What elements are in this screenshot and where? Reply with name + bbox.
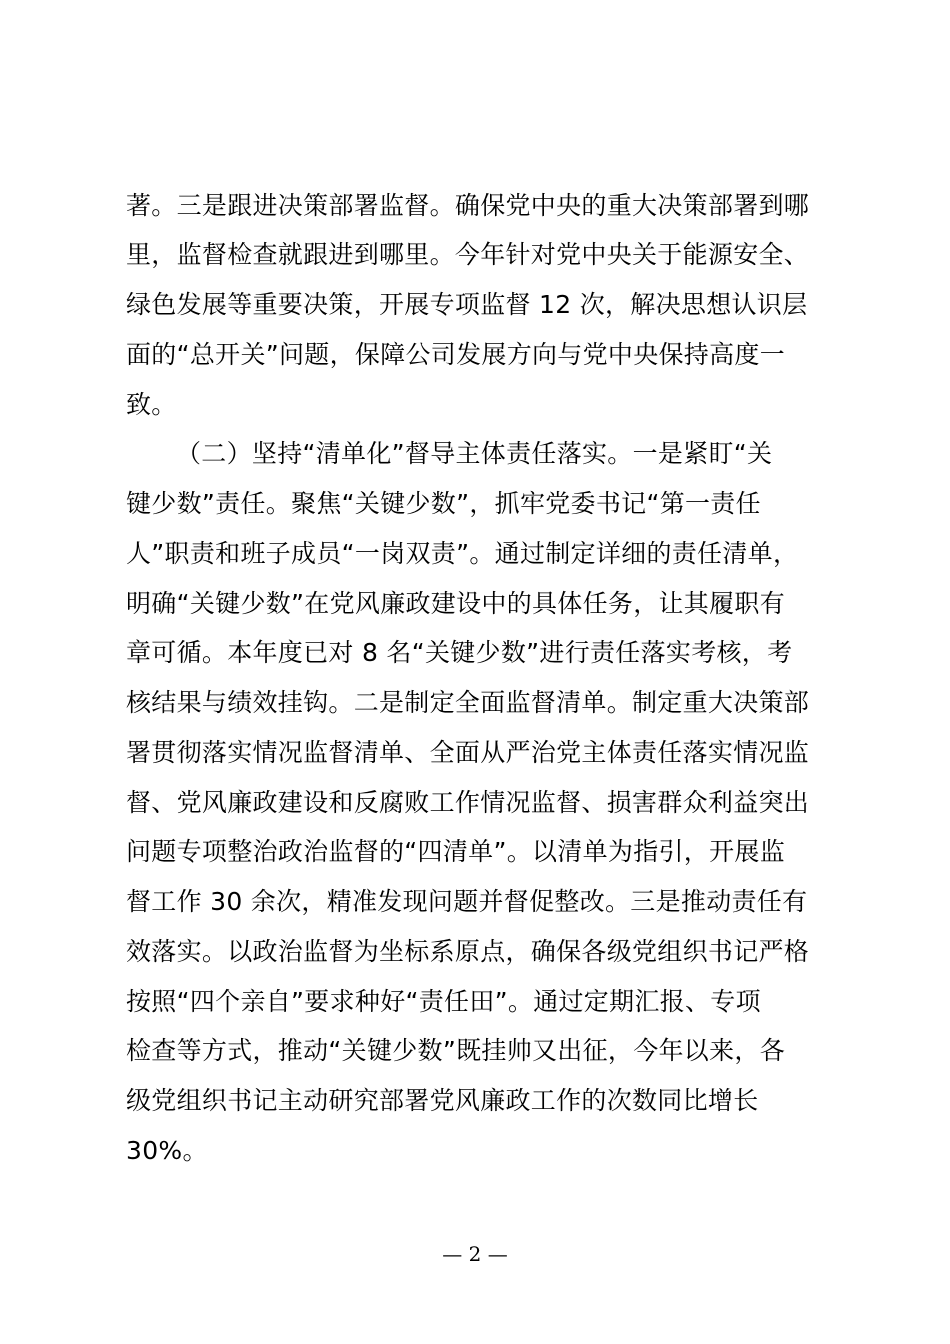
- text-line: 检查等方式，推动“关键少数”既挂帅又出征，今年以来，各: [126, 1036, 786, 1065]
- text-line: 面的“总开关”问题，保障公司发展方向与党中央保持高度一: [126, 340, 786, 369]
- text-line: 键少数”责任。聚焦“关键少数”，抓牢党委书记“第一责任: [126, 489, 761, 518]
- text-line: 问题专项整治政治监督的“四清单”。以清单为指引，开展监: [126, 837, 786, 866]
- section-heading-line: （二）坚持“清单化”督导主体责任落实。一是紧盯“关: [176, 439, 773, 468]
- text-line: 明确“关键少数”在党风廉政建设中的具体任务，让其履职有: [126, 589, 786, 618]
- text-line: 督、党风廉政建设和反腐败工作情况监督、损害群众利益突出: [126, 788, 810, 817]
- text-line: 效落实。以政治监督为坐标系原点，确保各级党组织书记严格: [126, 937, 810, 966]
- text-line: 绿色发展等重要决策，开展专项监督 12 次，解决思想认识层: [126, 290, 808, 319]
- text-line: 致。: [126, 390, 177, 419]
- text-line: 人”职责和班子成员“一岗双责”。通过制定详细的责任清单，: [126, 539, 799, 568]
- page-number: — 2 —: [442, 1242, 508, 1266]
- text-line: 里，监督检查就跟进到哪里。今年针对党中央关于能源安全、: [126, 240, 810, 269]
- text-line: 30%。: [126, 1136, 208, 1165]
- text-line: 著。三是跟进决策部署监督。确保党中央的重大决策部署到哪: [126, 191, 810, 220]
- text-line: 督工作 30 余次，精准发现问题并督促整改。三是推动责任有: [126, 887, 808, 916]
- text-line: 级党组织书记主动研究部署党风廉政工作的次数同比增长: [126, 1086, 759, 1115]
- text-line: 按照“四个亲自”要求种好“责任田”。通过定期汇报、专项: [126, 987, 761, 1016]
- text-line: 章可循。本年度已对 8 名“关键少数”进行责任落实考核，考: [126, 638, 793, 667]
- text-line: 核结果与绩效挂钩。二是制定全面监督清单。制定重大决策部: [126, 688, 810, 717]
- text-line: 署贯彻落实情况监督清单、全面从严治党主体责任落实情况监: [126, 738, 810, 767]
